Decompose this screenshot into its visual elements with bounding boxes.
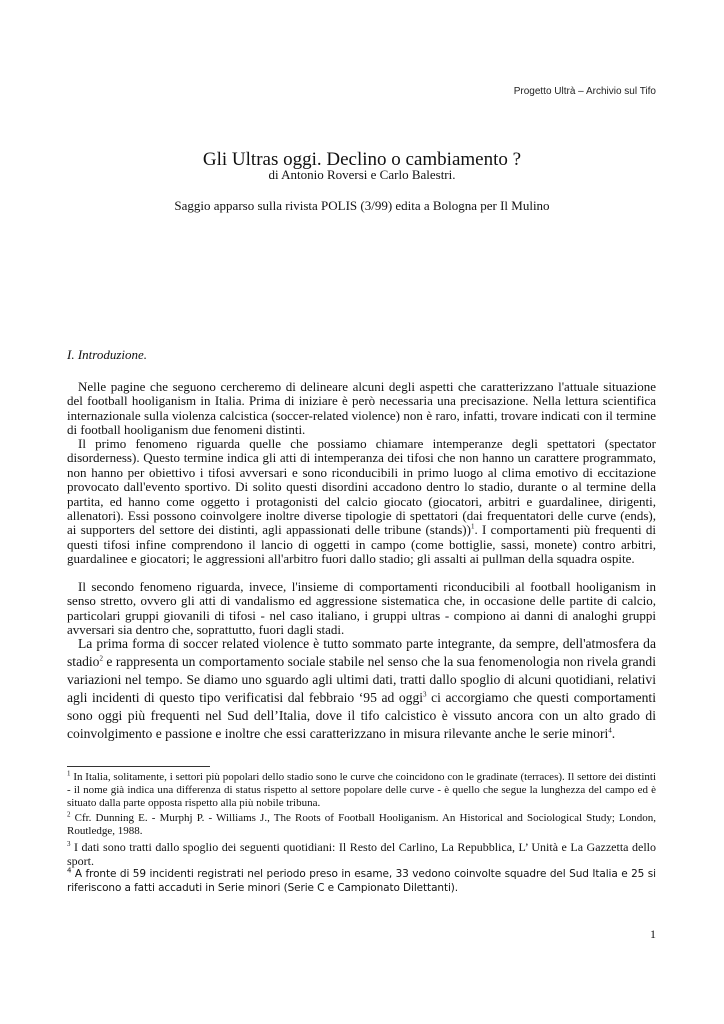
footnote-3-text: I dati sono tratti dallo spoglio dei seguenti quotidiani: Il Resto del Carlino, La Repubblica, L’ Unità e La Gazzetta dello sport. — [67, 840, 657, 868]
footnote-4-text: A fronte di 59 incidenti registrati nel periodo preso in esame, 33 vedono coinvolte squadre del Sud Italia e 25 si riferiscono a fatti accaduti in Serie minori (Serie C e Campionato Dilettanti). — [67, 868, 656, 894]
footnote-ref-3: 3 — [423, 690, 427, 699]
footnote-1 — [67, 771, 656, 810]
paragraph-2-text-a: Il primo fenomeno riguarda quelle che possiamo chiamare intemperanze degli spettatori (spectator disorderness). Questo termine indica gli atti di intemperanza dei tifosi che non hanno un carattere programmato, non hanno per obiettivo i tifosi avversari e sono riconducibili in primo luogo al clima emotivo di eccitazione provocato dall'evento sportivo. Di solito questi disordini accadono dentro lo stadio, durante o al termine della partita, ed hanno come oggetto i protagonisti del calcio giocato (giocatori, arbitri e guardalinee, dirigenti, allenatori). Essi possono coinvolgere inoltre diverse tipologie di spettatori (dai frequentatori delle curve (ends), ai supporters del settore dei distinti, agli appassionati delle tribune (stands)) — [67, 436, 656, 538]
paragraph-4-text-b: e rappresenta un comportamento sociale stabile nel senso che la sua fenomenologia non rivela grandi variazioni nel tempo. Se diamo uno sguardo agli ultimi dati, tratti dallo spoglio di alcuni quotidiani, relativi agli incidenti di questo tipo verificatisi dal febbraio ‘95 ad oggi — [67, 654, 656, 705]
footnote-1-number: 1 — [67, 769, 71, 778]
footnote-divider — [67, 766, 210, 767]
page-number: 1 — [650, 927, 656, 941]
document-title: Gli Ultras oggi. Declino o cambiamento ? — [202, 149, 522, 170]
footnote-4-number: 4 — [67, 866, 72, 875]
footnote-2 — [67, 812, 656, 838]
section-heading: I. Introduzione. — [67, 347, 148, 362]
footnote-4 — [67, 868, 656, 895]
paragraph-3 — [67, 580, 656, 638]
paragraph-3-text: Il secondo fenomeno riguarda, invece, l'insieme di comportamenti riconducibili al football hooliganism in senso stretto, ovvero gli atti di vandalismo ed aggressione sistematica che, in occasione delle partite di calcio, particolari gruppi giovanili di tifosi - nel caso italiano, i gruppi ultras - compiono ai danni di analoghi gruppi avversari sia dentro che, soprattutto, fuori dagli stadi. — [67, 579, 656, 638]
paragraph-1-text: Nelle pagine che seguono cercheremo di delineare alcuni degli aspetti che caratterizzano l'attuale situazione del football hooliganism in Italia. Prima di iniziare è però necessaria una precisazione. Nella lettura scientifica internazionale sulla violenza calcistica (soccer-related violence) non è raro, infatti, trovare indicati con il termine di football hooliganism due fenomeni distinti. — [67, 379, 656, 438]
paragraph-4-text-a: La prima forma di soccer related violence è tutto sommato parte integrante, da sempre, dell'atmosfera da stadio — [67, 636, 656, 669]
footnote-ref-2: 2 — [99, 654, 103, 663]
running-header: Progetto Ultrà – Archivio sul Tifo — [513, 86, 656, 97]
paragraph-4-text-d: . — [611, 726, 616, 741]
footnote-2-number: 2 — [67, 810, 71, 819]
paragraph-2-text-b: . I comportamenti più frequenti di questi tifosi infine comprendono il lancio di oggetti in campo (come bottiglie, sassi, monete) contro arbitri, guardalinee e giocatori; le aggressioni all'arbitro fuori dallo stadio; gli assalti ai pullman della squadra ospite. — [67, 522, 656, 567]
footnote-3 — [67, 840, 656, 868]
paragraph-4 — [67, 635, 656, 743]
footnote-3-number: 3 — [67, 840, 71, 848]
document-source: Saggio apparso sulla rivista POLIS (3/99) edita a Bologna per Il Mulino — [174, 198, 550, 213]
footnote-2-text: Cfr. Dunning E. - Murphj P. - Williams J., The Roots of Football Hooliganism. An Historical and Sociological Study; London, Routledge, 1988. — [67, 812, 656, 837]
footnote-ref-1: 1 — [470, 523, 475, 532]
paragraph-1 — [67, 380, 656, 438]
document-authors: di Antonio Roversi e Carlo Balestri. — [268, 167, 456, 182]
paragraph-4-text-c: ci accorgiamo che questi comportamenti sono oggi più frequenti nel Sud dell’Italia, dove il tifo calcistico è vissuto ancora con un alto grado di coinvolgimento e passione e inoltre che essi caratterizzano in misura rilevante anche le serie minori — [67, 690, 656, 741]
paragraph-2 — [67, 437, 656, 567]
footnote-ref-4: 4 — [608, 726, 612, 735]
footnote-1-text: In Italia, solitamente, i settori più popolari dello stadio sono le curve che coincidono con le gradinate (terraces). Il settore dei distinti - il nome già indica una differenza di status rispetto al settore popolare delle curve - è quello che segue la lunghezza del campo ed è situato dalla parte opposta rispetto alla più nobile tribuna. — [67, 771, 657, 809]
